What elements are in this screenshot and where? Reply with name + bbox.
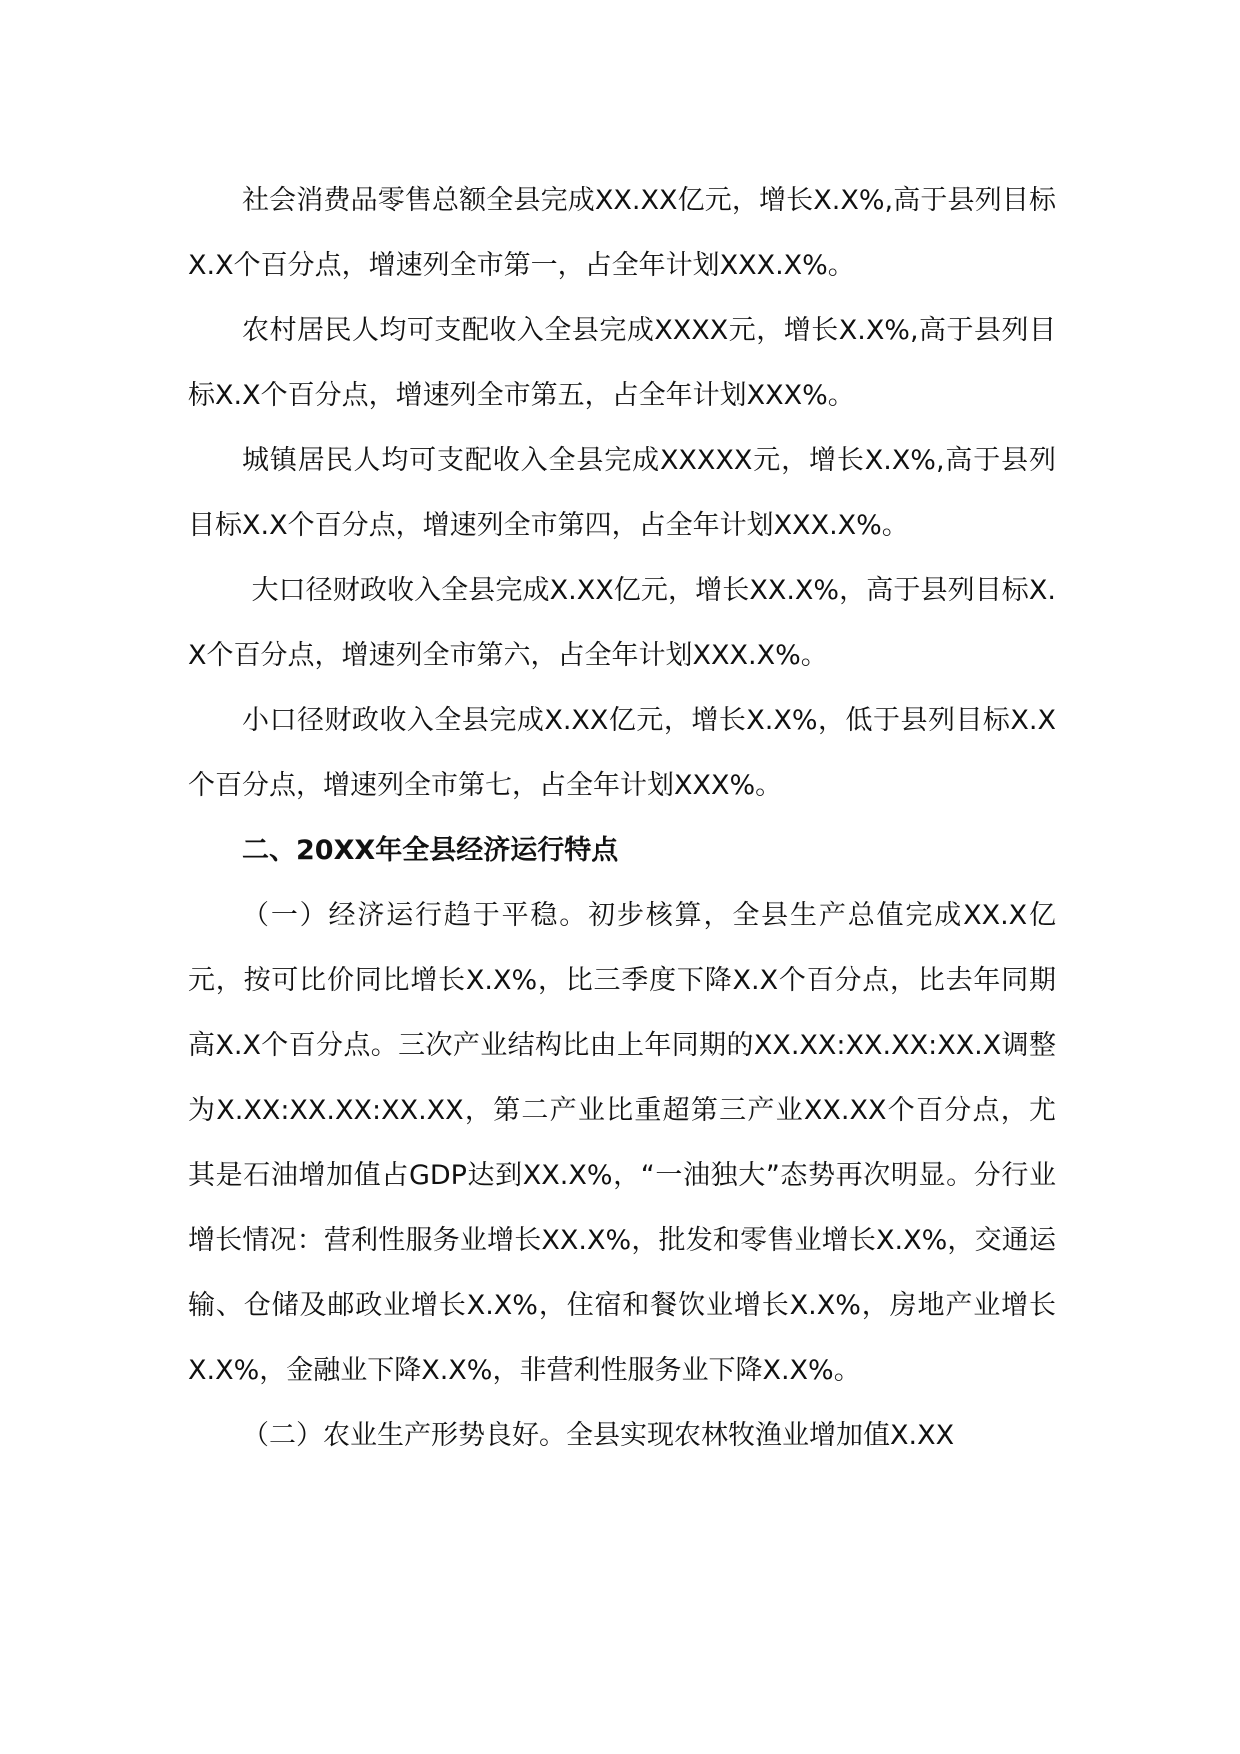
document-body	[188, 168, 1056, 1468]
paragraph-big-fiscal-revenue: 大口径财政收入全县完成X.XX亿元，增长XX.X%，高于县列目标X.X个百分点，增速列全市第六，占全年计划XXX.X%。	[188, 575, 1056, 671]
paragraph-economy-stable: （一）经济运行趋于平稳。初步核算，全县生产总值完成XX.X亿元，按可比价同比增长X.X%，比三季度下降X.X个百分点，比去年同期高X.X个百分点。三次产业结构比由上年同期的XX.XX:XX.XX:XX.X调整为X.XX:XX.XX:XX.XX，第二产业比重超第三产业XX.XX个百分点，尤其是石油增加值占GDP达到XX.X%，“一油独大”态势再次明显。分行业增长情况：营利性服务业增长XX.X%，批发和零售业增长X.X%，交通运输、仓储及邮政业增长X.X%，住宿和餐饮业增长X.X%，房地产业增长X.X%，金融业下降X.X%，非营利性服务业下降X.X%。	[188, 900, 1056, 1386]
paragraph-small-fiscal-revenue: 小口径财政收入全县完成X.XX亿元，增长X.X%，低于县列目标X.X个百分点，增速列全市第七，占全年计划XXX%。	[188, 705, 1056, 801]
paragraph-rural-income: 农村居民人均可支配收入全县完成XXXX元，增长X.X%,高于县列目标X.X个百分点，增速列全市第五，占全年计划XXX%。	[188, 315, 1056, 411]
paragraph-retail-sales: 社会消费品零售总额全县完成XX.XX亿元，增长X.X%,高于县列目标X.X个百分点，增速列全市第一，占全年计划XXX.X%。	[188, 185, 1056, 281]
section-heading: 二、20XX年全县经济运行特点	[242, 835, 619, 866]
paragraph-agriculture: （二）农业生产形势良好。全县实现农林牧渔业增加值X.XX	[242, 1420, 955, 1451]
paragraph-urban-income: 城镇居民人均可支配收入全县完成XXXXX元，增长X.X%,高于县列目标X.X个百分点，增速列全市第四，占全年计划XXX.X%。	[188, 445, 1056, 541]
